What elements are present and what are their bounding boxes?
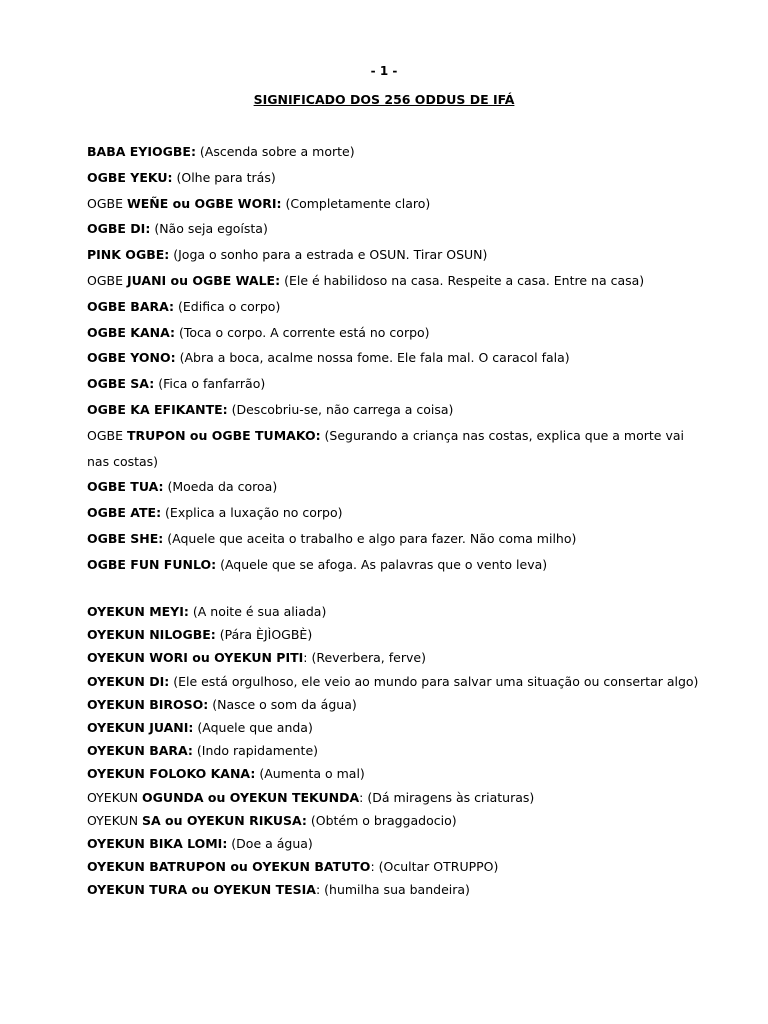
- odu-meaning: OYEKUN: [87, 812, 143, 828]
- document-title: SIGNIFICADO DOS 256 ODDUS DE IFÁ: [253, 92, 515, 107]
- odu-meaning: : (Dá miragens às criaturas): [359, 789, 535, 805]
- odu-meaning: (Ele é habilidoso na casa. Respeite a casa. Entre na casa): [280, 272, 645, 288]
- odu-entry: [87, 623, 687, 646]
- odu-entry: [87, 786, 687, 809]
- odu-meaning: (Doe a água): [227, 836, 313, 852]
- odu-name: TRUPON ou OGBE TUMAKO:: [126, 427, 321, 443]
- odu-entry: [87, 693, 687, 716]
- odu-name: OGBE BARA:: [87, 298, 175, 314]
- odu-entry: [87, 552, 687, 578]
- odu-name: OGBE TUA:: [87, 479, 164, 495]
- odu-entry: [87, 345, 687, 371]
- page-number: - 1 -: [370, 64, 398, 78]
- odu-name: OYEKUN FOLOKO KANA:: [87, 766, 256, 782]
- odu-meaning: (Completamente claro): [281, 195, 431, 211]
- odu-entry: [87, 397, 687, 423]
- odu-meaning: (A noite é sua aliada): [188, 604, 327, 619]
- odu-entry: [87, 762, 687, 785]
- odu-entry: [87, 474, 687, 500]
- odu-entry: [87, 832, 687, 855]
- odu-meaning: (Abra a boca, acalme nossa fome. Ele fala mal. O caracol fala): [175, 350, 570, 366]
- odu-meaning: (Aquele que aceita o trabalho e algo para fazer. Não coma milho): [163, 530, 577, 546]
- odu-name: SA ou OYEKUN RIKUSA:: [142, 812, 307, 828]
- odu-name: OYEKUN BARA:: [87, 743, 193, 759]
- odu-name: OGBE KA EFIKANTE:: [87, 401, 228, 417]
- odu-name: OGBE YEKU:: [87, 169, 173, 185]
- odu-meaning: (Segurando a criança nas costas, explica que a morte vai nas costas): [87, 427, 684, 469]
- odu-entry: [87, 165, 687, 191]
- odu-entry: [87, 716, 687, 739]
- odu-name: OGBE ATE:: [87, 505, 162, 521]
- odu-meaning: (Aquele que anda): [193, 720, 313, 736]
- odu-name: OYEKUN BATRUPON ou OYEKUN BATUTO: [87, 859, 371, 875]
- odu-entry: [87, 855, 687, 878]
- odu-meaning: (Descobriu-se, não carrega a coisa): [227, 401, 454, 417]
- odu-entry: [87, 670, 699, 693]
- odu-meaning: OGBE: [87, 272, 127, 288]
- odu-meaning: (Pára ÈJÌOGBÈ): [215, 627, 313, 643]
- odu-name: OGBE YONO:: [87, 350, 176, 366]
- odu-meaning: (Edifica o corpo): [174, 298, 281, 314]
- odu-entry: [87, 242, 687, 268]
- odu-entry: [87, 500, 687, 526]
- odu-name: OGBE KANA:: [87, 324, 176, 340]
- odu-name: PINK OGBE:: [87, 247, 170, 263]
- odu-name: OGBE SA:: [87, 376, 155, 392]
- odu-name: OYEKUN WORI ou OYEKUN PITI: [87, 650, 304, 666]
- odu-name: OGBE FUN FUNLO:: [87, 556, 217, 572]
- odu-entry: [87, 526, 687, 552]
- odu-meaning: (Olhe para trás): [172, 169, 276, 185]
- odu-meaning: OYEKUN: [87, 789, 143, 805]
- odu-entry: [87, 191, 687, 217]
- odu-meaning: : (Ocultar OTRUPPO): [370, 859, 499, 875]
- odu-name: OYEKUN BIKA LOMI:: [87, 836, 228, 852]
- odu-meaning: (Aumenta o mal): [255, 766, 365, 782]
- odu-name: OYEKUN NILOGBE:: [87, 627, 216, 643]
- odu-entry: [87, 878, 687, 901]
- odu-name: OYEKUN JUANI:: [87, 720, 194, 736]
- odu-entry: [87, 646, 687, 669]
- odu-name: JUANI ou OGBE WALE:: [126, 272, 281, 288]
- odu-meaning: : (Reverbera, ferve): [303, 650, 426, 666]
- ogbe-section: [87, 139, 687, 578]
- odu-meaning: (Obtém o braggadocio): [306, 812, 457, 828]
- odu-name: OYEKUN BIROSO:: [87, 696, 209, 712]
- odu-meaning: (Fica o fanfarrão): [154, 376, 266, 392]
- odu-meaning: (Indo rapidamente): [192, 743, 319, 759]
- odu-entry: [87, 739, 687, 762]
- odu-meaning: (Moeda da coroa): [163, 479, 278, 495]
- odu-meaning: (Joga o sonho para a estrada e OSUN. Tirar OSUN): [169, 247, 488, 263]
- odu-entry: [87, 423, 687, 475]
- odu-name: BABA EYIOGBE:: [87, 144, 196, 159]
- odu-entry: [87, 139, 687, 165]
- odu-name: WEÑE ou OGBE WORI:: [126, 195, 282, 211]
- odu-name: OYEKUN DI:: [87, 673, 170, 689]
- odu-meaning: OGBE: [87, 427, 127, 443]
- odu-meaning: (Aquele que se afoga. As palavras que o vento leva): [216, 556, 548, 572]
- odu-meaning: OGBE: [87, 195, 127, 211]
- odu-meaning: (Toca o corpo. A corrente está no corpo): [175, 324, 430, 340]
- odu-meaning: (Não seja egoísta): [150, 221, 268, 237]
- odu-meaning: (Nasce o som da água): [208, 696, 357, 712]
- odu-name: OYEKUN MEYI:: [87, 604, 189, 619]
- odu-name: OGUNDA ou OYEKUN TEKUNDA: [142, 789, 360, 805]
- oyekun-section: [87, 600, 699, 902]
- odu-meaning: (Ele está orgulhoso, ele veio ao mundo para salvar uma situação ou consertar algo): [169, 673, 699, 689]
- odu-entry: [87, 268, 687, 294]
- odu-entry: [87, 809, 687, 832]
- odu-entry: [87, 600, 687, 623]
- odu-meaning: (Ascenda sobre a morte): [195, 144, 355, 159]
- odu-name: OGBE SHE:: [87, 530, 164, 546]
- odu-name: OYEKUN TURA ou OYEKUN TESIA: [87, 882, 316, 898]
- odu-entry: [87, 216, 687, 242]
- odu-name: OGBE DI:: [87, 221, 151, 237]
- odu-entry: [87, 320, 687, 346]
- odu-entry: [87, 371, 687, 397]
- odu-meaning: : (humilha sua bandeira): [315, 882, 470, 898]
- odu-meaning: (Explica a luxação no corpo): [161, 505, 343, 521]
- odu-entry: [87, 294, 687, 320]
